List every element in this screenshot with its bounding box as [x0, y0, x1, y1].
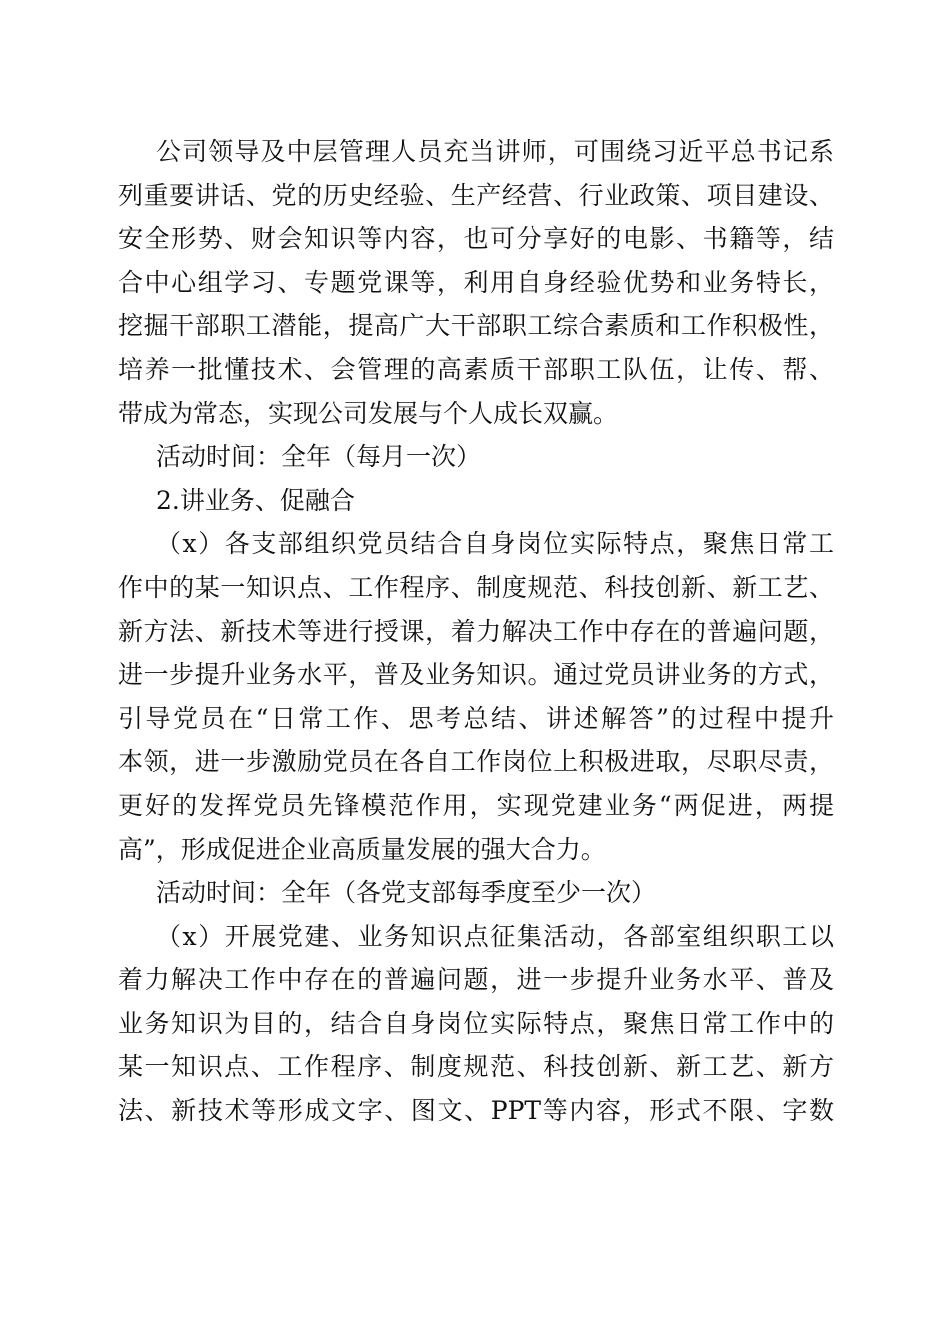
text-line: 作中的某一知识点、工作程序、制度规范、科技创新、新工艺、	[118, 572, 834, 602]
text-line: （x）开展党建、业务知识点征集活动，各部室组织职工以	[156, 921, 834, 951]
text-line: （x）各支部组织党员结合自身岗位实际特点，聚焦日常工	[156, 529, 834, 559]
text-line: 法、新技术等形成文字、图文、PPT等内容，形式不限、字数	[118, 1096, 834, 1126]
text-line: 进一步提升业务水平，普及业务知识。通过党员讲业务的方式，	[118, 660, 834, 690]
text-line: 本领，进一步激励党员在各自工作岗位上积极进取，尽职尽责，	[118, 747, 834, 777]
text-line: 新方法、新技术等进行授课，着力解决工作中存在的普遍问题，	[118, 616, 834, 646]
text-line: 更好的发挥党员先锋模范作用，实现党建业务“两促进，两提	[118, 790, 834, 820]
activity-time-line: 活动时间：全年（各党支部每季度至少一次）	[156, 878, 657, 908]
text-line: 引导党员在“日常工作、思考总结、讲述解答”的过程中提升	[118, 703, 834, 733]
text-line: 挖掘干部职工潜能，提高广大干部职工综合素质和工作积极性，	[118, 311, 834, 341]
text-line: 安全形势、财会知识等内容，也可分享好的电影、书籍等，结	[118, 224, 834, 254]
text-line: 高”，形成促进企业高质量发展的强大合力。	[118, 834, 606, 864]
section-heading: 2.讲业务、促融合	[156, 485, 355, 515]
text-line: 培养一批懂技术、会管理的高素质干部职工队伍，让传、帮、	[118, 354, 834, 384]
text-line: 着力解决工作中存在的普遍问题，进一步提升业务水平、普及	[118, 965, 834, 995]
text-line: 列重要讲话、党的历史经验、生产经营、行业政策、项目建设、	[118, 180, 834, 210]
text-line: 业务知识为目的，结合自身岗位实际特点，聚焦日常工作中的	[118, 1008, 834, 1038]
activity-time-line: 活动时间：全年（每月一次）	[156, 442, 482, 472]
text-line: 合中心组学习、专题党课等，利用自身经验优势和业务特长，	[118, 267, 834, 297]
text-line: 某一知识点、工作程序、制度规范、科技创新、新工艺、新方	[118, 1052, 834, 1082]
text-line: 带成为常态，实现公司发展与个人成长双赢。	[118, 398, 619, 428]
document-body	[118, 130, 834, 1133]
text-line: 公司领导及中层管理人员充当讲师，可围绕习近平总书记系	[156, 137, 834, 166]
